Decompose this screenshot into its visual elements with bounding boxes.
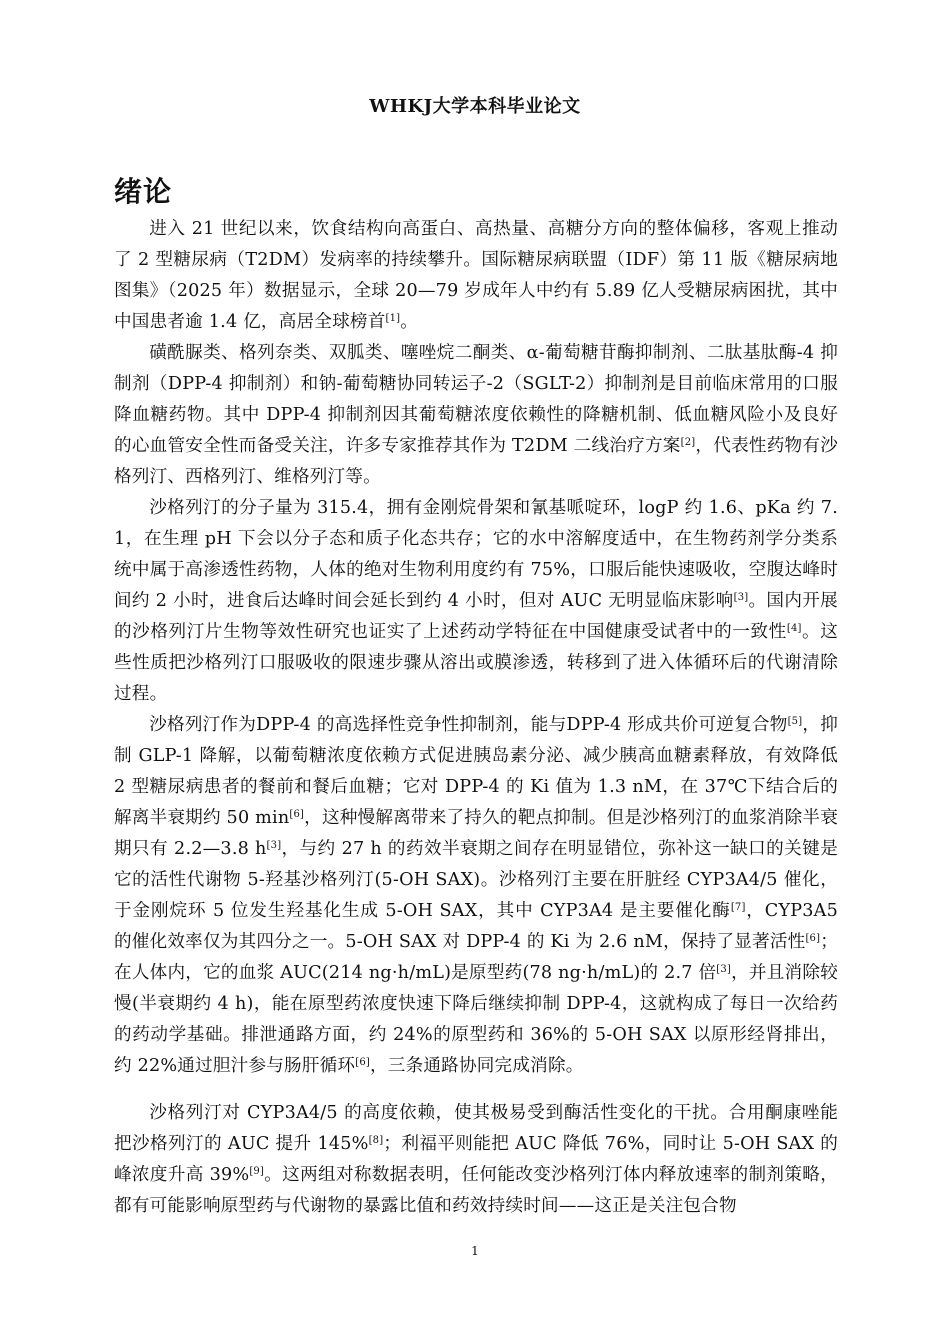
citation-marker: [9] [249, 1166, 265, 1177]
citation-marker: [3] [266, 840, 282, 851]
citation-marker: [8] [368, 1135, 384, 1146]
citation-marker: [2] [680, 437, 696, 448]
text-run: ，代表性药物有沙格列汀、西格列汀、维格列汀等。 [114, 436, 838, 487]
paragraph [114, 710, 838, 1082]
paragraph [114, 214, 838, 338]
text-run: ，与约 27 h 的药效半衰期之间存在明显错位，弥补这一缺口的关键是它的活性代谢物 5-羟基沙格列汀(5-OH SAX)。沙格列汀主要在肝脏经 CYP3A4/5 催化，于金刚烷环 5 位发生羟基化生成 5-OH SAX，其中 CYP3A4 是主要催化酶 [114, 839, 838, 921]
text-run: 沙格列汀对 CYP3A4/5 的高度依赖，使其极易受到酶活性变化的干扰。合用酮康唑能把沙格列汀的 AUC 提升 145% [114, 1103, 838, 1154]
text-run: ，抑制 GLP-1 降解，以葡萄糖浓度依赖方式促进胰岛素分泌、减少胰高血糖素释放，有效降低 2 型糖尿病患者的餐前和餐后血糖；它对 DPP-4 的 Ki 值为 1.3 nM，在 37℃下结合后的解离半衰期约 50 min [114, 715, 838, 828]
text-run: 沙格列汀作为DPP-4 的高选择性竞争性抑制剂，能与DPP-4 形成共价可逆复合物 [149, 715, 788, 735]
citation-marker: [1] [385, 313, 401, 324]
citation-marker: [6] [355, 1057, 370, 1068]
citation-marker: [4] [786, 623, 802, 634]
text-run: ，三条通路协同完成消除。 [370, 1056, 584, 1076]
body-text [114, 214, 838, 1222]
citation-marker: [6] [805, 933, 821, 944]
text-run: 。这两组对称数据表明，任何能改变沙格列汀体内释放速率的制剂策略，都有可能影响原型药与代谢物的暴露比值和药效持续时间——这正是关注包合物 [114, 1165, 839, 1216]
citation-marker: [5] [787, 716, 803, 727]
text-run: ，并且消除较慢(半衰期约 4 h)，能在原型药浓度快速下降后继续抑制 DPP-4，这就构成了每日一次给药的药动学基础。排泄通路方面，约 24%的原型药和 36%的 5-OH SAX 以原形经肾排出，约 22%通过胆汁参与肠肝循环 [114, 963, 838, 1076]
citation-marker: [7] [730, 902, 746, 913]
text-run: 。 [400, 312, 419, 332]
text-run: ，这种慢解离带来了持久的靶点抑制。但是沙格列汀的血浆消除半衰期只有 2.2—3.8 h [114, 808, 838, 859]
text-run: 。这些性质把沙格列汀口服吸收的限速步骤从溶出或膜渗透，转移到了进入体循环后的代谢清除过程。 [114, 622, 838, 704]
text-run: ；在人体内，它的血浆 AUC(214 ng·h/mL)是原型药(78 ng·h/mL)的 2.7 倍 [114, 932, 838, 983]
section-title: 绪论 [114, 175, 173, 208]
text-run: ，CYP3A5 的催化效率仅为其四分之一。5-OH SAX 对 DPP-4 的 Ki 为 2.6 nM，保持了显著活性 [114, 901, 838, 952]
citation-marker: [6] [289, 809, 305, 820]
text-run: 进入 21 世纪以来，饮食结构向高蛋白、高热量、高糖分方向的整体偏移，客观上推动了 2 型糖尿病（T2DM）发病率的持续攀升。国际糖尿病联盟（IDF）第 11 版《糖尿病地图集》（2025 年）数据显示，全球 20—79 岁成年人中约有 5.89 亿人受糖尿病困扰，其中中国患者逾 1.4 亿，高居全球榜首 [114, 219, 838, 332]
citation-marker: [3] [716, 964, 732, 975]
text-run: 。国内开展的沙格列汀片生物等效性研究也证实了上述药动学特征在中国健康受试者中的一致性 [114, 591, 838, 642]
page-number: 1 [471, 1244, 479, 1258]
paragraph [114, 338, 838, 493]
text-run: 磺酰脲类、格列奈类、双胍类、噻唑烷二酮类、α-葡萄糖苷酶抑制剂、二肽基肽酶-4 抑制剂（DPP-4 抑制剂）和钠-葡萄糖协同转运子-2（SGLT-2）抑制剂是目前临床常用的口服降血糖药物。其中 DPP-4 抑制剂因其葡萄糖浓度依赖性的降糖机制、低血糖风险小及良好的心血管安全性而备受关注，许多专家推荐其作为 T2DM 二线治疗方案 [114, 343, 838, 456]
paragraph [114, 493, 838, 710]
text-run: ；利福平则能把 AUC 降低 76%，同时让 5-OH SAX 的峰浓度升高 39% [114, 1134, 839, 1185]
paragraph [114, 1098, 838, 1222]
citation-marker: [3] [733, 592, 749, 603]
running-header: WHKJ大学本科毕业论文 [369, 96, 581, 117]
text-run: 沙格列汀的分子量为 315.4，拥有金刚烷骨架和氰基哌啶环，logP 约 1.6、pKa 约 7.1，在生理 pH 下会以分子态和质子化态共存；它的水中溶解度适中，在生物药剂学分类系统中属于高渗透性药物，人体的绝对生物利用度约有 75%，口服后能快速吸收，空腹达峰时间约 2 小时，进食后达峰时间会延长到约 4 小时，但对 AUC 无明显临床影响 [114, 498, 838, 611]
